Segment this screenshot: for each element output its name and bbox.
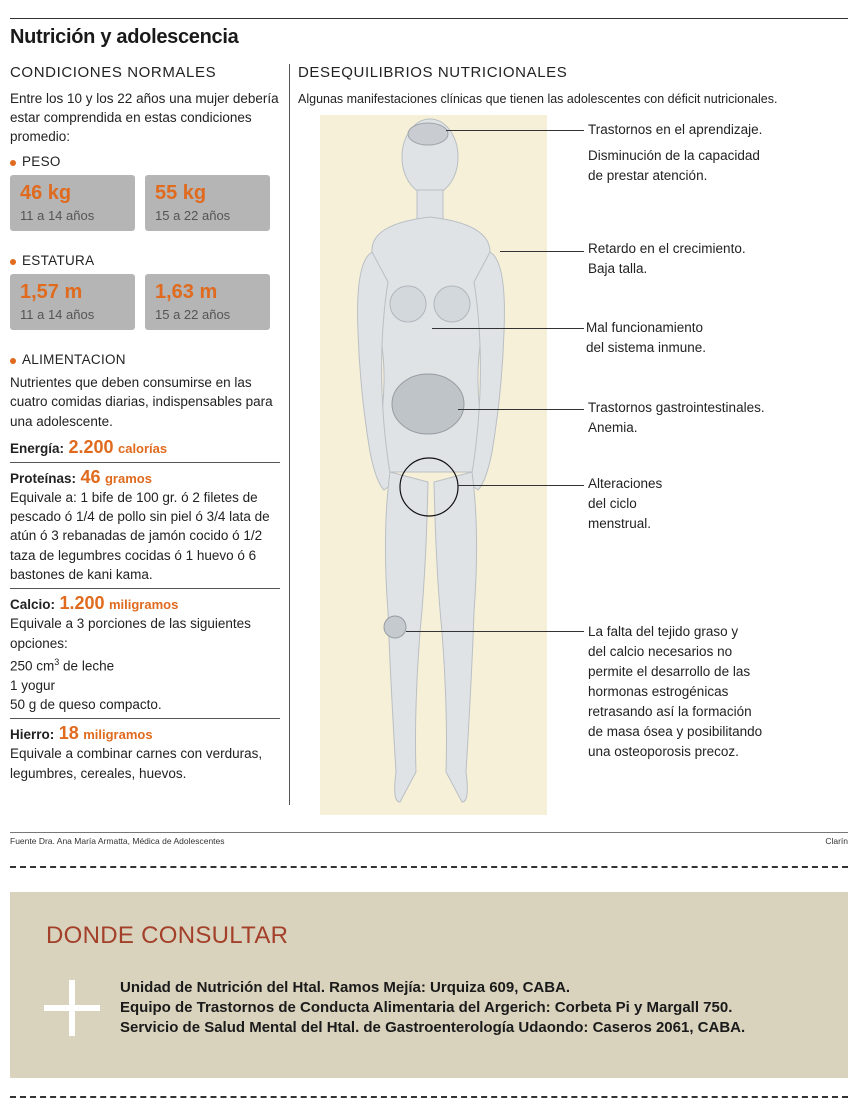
dashed-separator	[10, 1096, 848, 1098]
weight-value: 46 kg	[20, 182, 72, 204]
imbalances-intro: Algunas manifestaciones clínicas que tienen las adolescentes con déficit nutricionales.	[298, 92, 778, 106]
consult-list	[120, 978, 745, 1038]
credit: Clarín	[825, 836, 848, 846]
consult-box	[10, 892, 848, 1078]
female-body-illustration	[300, 112, 580, 822]
height-card	[145, 274, 270, 330]
brain-shape	[408, 123, 448, 145]
calcium-row	[10, 593, 280, 614]
callout-text: del sistema inmune.	[586, 340, 707, 355]
iron-value: 18	[58, 723, 79, 744]
callout-text: del ciclo	[588, 496, 637, 511]
protein-value: 46	[80, 466, 101, 487]
callout-learning	[588, 120, 762, 186]
right-leg-shape	[434, 472, 477, 802]
energy-value: 2.200	[68, 436, 114, 457]
callout-text: hormonas estrogénicas	[588, 684, 729, 699]
iron-text: Equivale a combinar carnes con verduras, legumbres, cereales, huevos.	[10, 746, 263, 781]
calcium-value: 1.200	[59, 593, 105, 614]
age-range: 15 a 22 años	[155, 307, 231, 322]
callout-leader	[500, 251, 584, 252]
iron-unit: miligramos	[83, 727, 153, 743]
callout-menstrual	[588, 474, 662, 534]
knee-shape	[384, 616, 406, 638]
height-card	[10, 274, 135, 330]
calcium-option	[10, 653, 280, 676]
energy-unit: calorías	[117, 440, 168, 456]
consult-line: Unidad de Nutrición del Htal. Ramos Mejía: Urquiza 609, CABA.	[120, 979, 571, 996]
colon: :	[71, 470, 77, 486]
weight-heading: PESO	[10, 154, 280, 169]
callout-bone	[588, 622, 762, 762]
callout-leader	[406, 631, 584, 632]
callout-gastro	[588, 398, 765, 438]
bottom-rule	[10, 832, 848, 833]
callout-text: Trastornos en el aprendizaje.	[588, 122, 763, 137]
callout-text: Alteraciones	[588, 476, 663, 491]
colon: :	[59, 440, 65, 456]
consult-line: Equipo de Trastornos de Conducta Alimentaria del Argerich: Corbeta Pi y Margall 750.	[120, 999, 733, 1016]
weight-card	[145, 175, 270, 231]
divider	[10, 718, 280, 719]
calcium-option: 50 g de queso compacto.	[10, 697, 162, 713]
callout-text: del calcio necesarios no	[588, 644, 733, 659]
calcium-option: 1 yogur	[10, 677, 56, 693]
callout-text: Trastornos gastrointestinales.	[588, 400, 765, 415]
callout-text: Baja talla.	[588, 261, 648, 276]
neck-shape	[417, 190, 443, 220]
age-range: 11 a 14 años	[20, 208, 95, 223]
consult-title: DONDE CONSULTAR	[46, 922, 289, 949]
normal-conditions-column	[10, 64, 280, 783]
calcium-option-text: de leche	[59, 658, 115, 674]
breast-shape	[390, 286, 426, 322]
iron-label: Hierro	[10, 727, 50, 743]
energy-label: Energía	[10, 440, 60, 456]
callout-text: Disminución de la capacidad	[588, 148, 760, 163]
callout-text: retrasando así la formación	[588, 704, 752, 719]
callout-text: menstrual.	[588, 516, 652, 531]
callout-text: Retardo en el crecimiento.	[588, 241, 746, 256]
plus-icon	[44, 980, 100, 1036]
callout-leader	[432, 328, 584, 329]
colon: :	[49, 727, 55, 743]
dashed-separator	[10, 866, 848, 868]
callout-leader	[446, 130, 584, 131]
source-note: Fuente Dra. Ana María Armatta, Médica de Adolescentes	[10, 836, 225, 846]
protein-label: Proteínas	[10, 470, 72, 486]
nutrition-heading: ALIMENTACION	[10, 352, 280, 367]
age-range: 11 a 14 años	[20, 307, 95, 322]
weight-cards	[10, 175, 280, 231]
callout-text: Anemia.	[588, 420, 638, 435]
callout-text: Mal funcionamiento	[586, 320, 704, 335]
normal-conditions-heading: CONDICIONES NORMALES	[10, 64, 217, 81]
callout-immune	[586, 318, 706, 358]
iron-row	[10, 723, 280, 744]
calcium-text: Equivale a 3 porciones de las siguientes opciones:	[10, 616, 251, 651]
colon: :	[50, 597, 56, 613]
height-value: 1,57 m	[20, 281, 83, 303]
top-rule	[10, 18, 848, 19]
callout-text: permite el desarrollo de las	[588, 664, 751, 679]
weight-value: 55 kg	[155, 182, 207, 204]
callout-text: La falta del tejido graso y	[588, 624, 739, 639]
protein-text: Equivale a: 1 bife de 100 gr. ó 2 filetes de pescado ó 1/4 de pollo sin piel ó 3/4 lata de atún ó 3 rebanadas de jamón cocido ó 1/2 taza de legumbres cocidas ó 1 huevo ó 6 bastones de kani kama.	[10, 489, 270, 583]
callout-growth	[588, 239, 746, 279]
divider	[10, 462, 280, 463]
callout-leader	[458, 409, 584, 410]
column-separator	[289, 64, 290, 805]
callout-text: de masa ósea y posibilitando	[588, 724, 763, 739]
breast-shape	[434, 286, 470, 322]
normal-conditions-intro: Entre los 10 y los 22 años una mujer debería estar comprendida en estas condiciones promedio:	[10, 91, 279, 144]
calcium-option-text: 250 cm	[10, 658, 55, 674]
calcium-unit: miligramos	[108, 597, 179, 613]
divider	[10, 588, 280, 589]
age-range: 15 a 22 años	[155, 208, 231, 223]
height-heading: ESTATURA	[10, 253, 280, 268]
callout-text: una osteoporosis precoz.	[588, 744, 739, 759]
protein-row	[10, 467, 280, 488]
height-cards	[10, 274, 280, 330]
intestines-shape	[392, 374, 464, 434]
imbalances-heading: DESEQUILIBRIOS NUTRICIONALES	[298, 64, 568, 81]
nutrition-intro: Nutrientes que deben consumirse en las cuatro comidas diarias, indispensables para una adolescente.	[10, 375, 273, 429]
weight-card	[10, 175, 135, 231]
page-title: Nutrición y adolescencia	[10, 26, 239, 48]
callout-leader	[458, 485, 584, 486]
energy-row	[10, 437, 280, 458]
protein-unit: gramos	[104, 470, 152, 486]
superscript: 3	[54, 656, 60, 667]
calcium-label: Calcio	[10, 597, 51, 613]
callout-text: de prestar atención.	[588, 168, 708, 183]
height-value: 1,63 m	[155, 281, 218, 303]
consult-line: Servicio de Salud Mental del Htal. de Gastroenterología Udaondo: Caseros 2061, CABA.	[120, 1019, 746, 1036]
